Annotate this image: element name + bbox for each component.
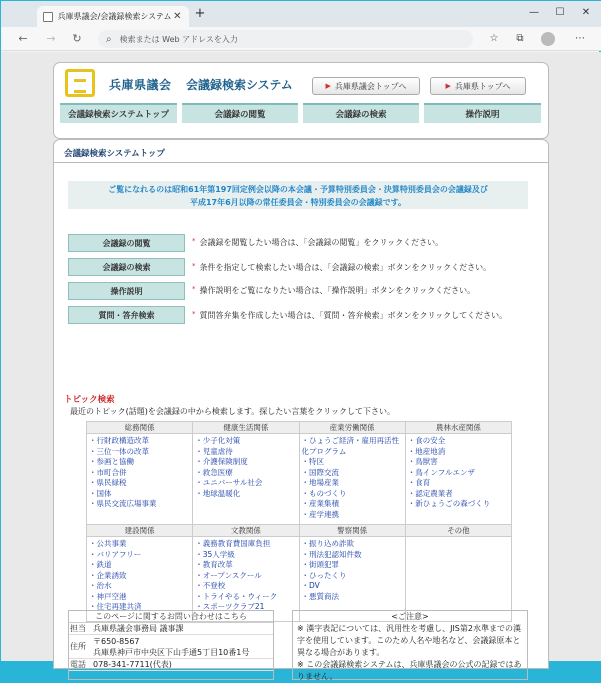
topic-link[interactable]: ・バリアフリー xyxy=(89,549,142,559)
topic-link[interactable]: ・振り込め詐欺 xyxy=(301,539,354,548)
close-window-icon[interactable]: ✕ xyxy=(581,7,591,18)
page-icon xyxy=(43,12,53,22)
topic-link[interactable]: ・35人学級 xyxy=(195,549,235,559)
topic-cell xyxy=(405,537,511,622)
topic-link[interactable]: ・特区 xyxy=(301,457,324,466)
topic-category-header: 健康生活関係 xyxy=(193,422,299,434)
topic-link[interactable]: ・オープンスクール xyxy=(195,570,262,580)
search-icon: ⌕ xyxy=(106,33,112,45)
tab-help[interactable]: 操作説明 xyxy=(424,103,541,123)
topic-link[interactable]: ・刑法犯認知件数 xyxy=(301,549,362,559)
tab-title: 兵庫県議会/会議録検索システム xyxy=(57,12,172,21)
topic-category-header: 建設関係 xyxy=(87,525,193,537)
topic-link[interactable]: ・地場産業 xyxy=(301,478,339,487)
browser-toolbar xyxy=(1,27,601,51)
topic-link[interactable]: ・市町合併 xyxy=(89,467,127,477)
topic-category-header: 農林水産関係 xyxy=(405,422,511,434)
topic-link[interactable]: ・神戸空港 xyxy=(89,591,127,601)
topic-link[interactable]: ・児童虐待 xyxy=(195,446,233,456)
help-button[interactable]: 操作説明 xyxy=(68,282,185,300)
notice-title: <ご注意> xyxy=(391,612,429,621)
collections-icon[interactable]: ⧉ xyxy=(516,33,524,44)
contact-row-tanto: 担当 兵庫県議会事務局 議事課 xyxy=(69,623,273,635)
intro-notice: ご覧になれるのは昭和61年第197回定例会以降の本会議・予算特別委員会・決算特別委員会の会議録及び 平成17年6月以降の常任委員会・特別委員会の会議録です。 xyxy=(68,181,528,209)
topic-link[interactable]: ・住宅再建共済 xyxy=(89,602,142,611)
topic-link[interactable]: ・治水 xyxy=(89,581,112,590)
browse-description: * 会議録を閲覧したい場合は、「会議録の閲覧」をクリックください。 xyxy=(192,237,444,247)
contact-row-address: 住所 〒650-8567 兵庫県神戸市中央区下山手通5丁目10番1号 xyxy=(69,635,273,659)
topic-table xyxy=(86,421,512,622)
topic-link[interactable]: ・介護保険制度 xyxy=(195,457,248,466)
web-page xyxy=(1,52,601,681)
topic-link[interactable]: ・三位一体の改革 xyxy=(89,446,149,456)
search-button[interactable]: 会議録の検索 xyxy=(68,258,185,276)
topic-link[interactable]: ・県民緑税 xyxy=(89,478,127,487)
tab-search[interactable]: 会議録の検索 xyxy=(303,103,419,123)
topic-link[interactable]: ・ひょうご経済・雇用再活性化プログラム xyxy=(301,436,399,456)
tab-system-top[interactable]: 会議録検索システムトップ xyxy=(60,103,177,123)
topic-category-header: 文教関係 xyxy=(193,525,299,537)
topic-cell xyxy=(299,434,405,525)
topic-link[interactable]: ・地産地消 xyxy=(407,446,446,456)
topic-link[interactable]: ・ひったくり xyxy=(301,570,347,580)
topic-link[interactable]: ・企業誘致 xyxy=(89,570,127,580)
topic-cell xyxy=(193,434,299,525)
topic-link[interactable]: ・認定農業者 xyxy=(407,488,453,498)
more-icon[interactable]: ⋯ xyxy=(575,33,585,44)
help-description: * 操作説明をご覧になりたい場合は、「操作説明」ボタンをクリックください。 xyxy=(192,285,476,295)
topic-category-header: 産業労働関係 xyxy=(299,422,405,434)
notice-text-2: ※ この会議録検索システムは、兵庫県議会の公式の記録ではありません。 xyxy=(297,660,522,681)
browse-button[interactable]: 会議録の閲覧 xyxy=(68,234,185,252)
topic-link[interactable]: ・救急医療 xyxy=(195,467,233,477)
arrow-icon: ▶ xyxy=(445,82,451,90)
topic-link[interactable]: ・食の安全 xyxy=(407,436,446,445)
back-icon[interactable]: ← xyxy=(18,32,28,45)
topic-link[interactable]: ・産業集積 xyxy=(301,499,339,508)
profile-avatar[interactable] xyxy=(541,32,555,46)
topic-link[interactable]: ・新ひょうごの森づくり xyxy=(407,499,491,508)
site-header xyxy=(53,62,549,139)
contact-box xyxy=(68,610,274,680)
address-bar[interactable] xyxy=(98,30,473,48)
refresh-icon[interactable]: ↻ xyxy=(72,32,82,45)
topic-heading: トピック検索 xyxy=(64,395,115,405)
main-content xyxy=(53,139,549,681)
topic-link[interactable]: ・地球温暖化 xyxy=(195,488,241,498)
qa-search-button[interactable]: 質問・答弁検索 xyxy=(68,306,185,324)
page-title: 会議録検索システムトップ xyxy=(64,149,165,159)
notice-text-1: ※ 漢字表記については、汎用性を考慮し、JIS第2水準までの漢字を使用しています。このため人名や地名など、会議録原本と異なる場合があります。 xyxy=(297,624,521,657)
topic-link[interactable]: ・鳥獣害 xyxy=(407,457,438,466)
tab-strip xyxy=(1,1,601,27)
topic-link[interactable]: ・義務教育費国庫負担 xyxy=(195,539,271,548)
notice-box xyxy=(292,610,528,680)
tab-browse[interactable]: 会議録の閲覧 xyxy=(182,103,298,123)
topic-category-header: その他 xyxy=(405,525,511,537)
topic-link[interactable]: ・ものづくり xyxy=(301,488,347,498)
contact-row-phone: 電話 078-341-7711(代表) xyxy=(69,659,273,671)
maximize-icon[interactable]: ☐ xyxy=(555,7,565,18)
close-tab-icon[interactable]: ✕ xyxy=(173,11,182,22)
topic-cell xyxy=(87,537,193,622)
divider xyxy=(54,162,548,163)
topic-link[interactable]: ・産学連携 xyxy=(301,509,339,519)
topic-link[interactable]: ・DV xyxy=(301,581,320,590)
contact-title: このページに関するお問い合わせはこちら xyxy=(69,611,273,623)
topic-link[interactable]: ・ユニバーサル社会 xyxy=(195,478,263,487)
browser-tab[interactable] xyxy=(37,6,189,27)
topic-link[interactable]: ・街頭犯罪 xyxy=(301,560,339,569)
topic-link[interactable]: ・不登校 xyxy=(195,581,226,590)
topic-link[interactable]: ・公共事業 xyxy=(89,539,127,548)
topic-category-header: 総務関係 xyxy=(87,422,193,434)
favorites-icon[interactable]: ☆ xyxy=(489,33,499,44)
qa-search-description: * 質問答弁集を作成したい場合は、「質問・答弁検索」ボタンをクリックしてください。 xyxy=(192,310,508,320)
topic-link[interactable]: ・国体 xyxy=(89,488,112,498)
search-description: * 条件を指定して検索したい場合は、「会議録の検索」ボタンをクリックください。 xyxy=(192,262,492,272)
topic-cell xyxy=(87,434,193,525)
prefecture-top-link[interactable]: ▶ 兵庫県トップへ xyxy=(430,77,526,95)
topic-link[interactable]: ・県民交流広場事業 xyxy=(89,499,157,508)
topic-category-header: 警察関係 xyxy=(299,525,405,537)
assembly-logo-icon xyxy=(65,69,95,97)
minimize-icon[interactable]: — xyxy=(529,7,539,18)
topic-link[interactable]: ・トライやる・ウィーク xyxy=(195,591,278,601)
topic-link[interactable]: ・教育改革 xyxy=(195,560,233,569)
topic-link[interactable]: ・国際交流 xyxy=(301,467,339,477)
assembly-top-link[interactable]: ▶ 兵庫県議会トップへ xyxy=(312,77,420,95)
topic-cell xyxy=(405,434,511,525)
forward-icon[interactable]: → xyxy=(46,32,56,45)
topic-link[interactable]: ・少子化対策 xyxy=(195,436,241,445)
system-name: 会議録検索システム xyxy=(186,78,293,92)
new-tab-icon[interactable]: + xyxy=(194,6,206,21)
address-placeholder: 検索または Web アドレスを入力 xyxy=(119,34,238,44)
topic-description: 最近のトピック(話題)を会議録の中から検索します。探したい言葉をクリックして下さい。 xyxy=(70,407,395,416)
topic-link[interactable]: ・参画と協働 xyxy=(89,457,134,466)
topic-link[interactable]: ・食育 xyxy=(407,478,431,487)
arrow-icon: ▶ xyxy=(325,82,331,90)
topic-link[interactable]: ・行財政構造改革 xyxy=(89,436,149,445)
topic-link[interactable]: ・鉄道 xyxy=(89,560,112,569)
topic-link[interactable]: ・スポーツクラブ21 xyxy=(195,602,265,611)
topic-cell xyxy=(299,537,405,622)
topic-cell xyxy=(193,537,299,622)
site-name: 兵庫県議会 xyxy=(109,78,172,92)
topic-link[interactable]: ・悪質商法 xyxy=(301,591,339,601)
topic-link[interactable]: ・鳥インフルエンザ xyxy=(407,467,475,477)
